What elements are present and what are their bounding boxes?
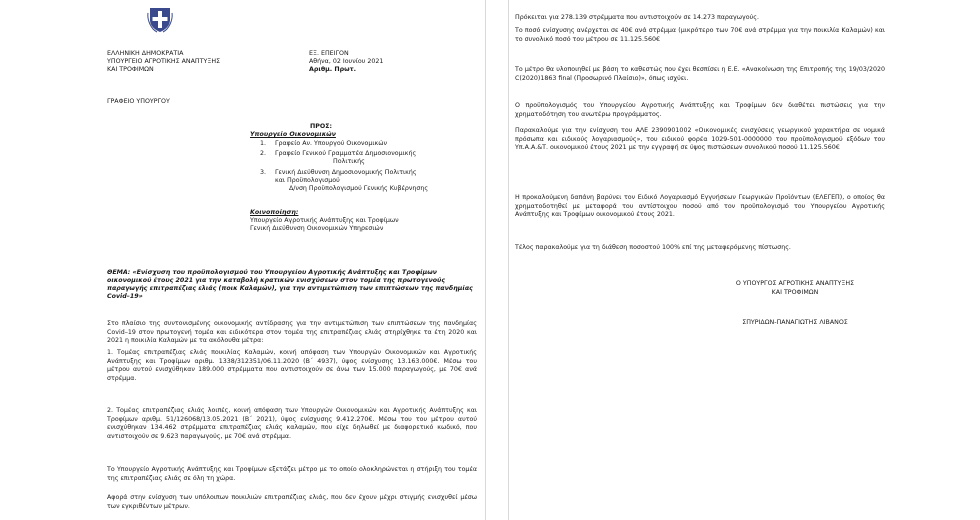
signer-name: ΣΠΥΡΙΔΩΝ-ΠΑΝΑΓΙΩΤΗΣ ΛΙΒΑΝΟΣ <box>742 319 848 326</box>
document-page-1 <box>75 0 485 520</box>
right-paragraph-6: Η προκαλούμενη δαπάνη βαρύνει τον Ειδικό Λογαριασμό Εγγυήσεων Γεωργικών Προϊόντων (ΕΛΕΓΕΠ), ο οποίος θα χρηματοδοτηθεί με μεταφορά του αντίστοιχου ποσού από τον προϋπολογισμό του Υπουργείου Αγροτικής Ανάπτυξης και Τροφίμων οικονομικού έτους 2021. <box>515 194 885 219</box>
recipient-ministry: Υπουργείο Οικονομικών <box>250 131 336 138</box>
recipient-line-1a: Γραφείο Αν. Υπουργού Οικονομικών <box>275 140 388 147</box>
cc-line-1: Υπουργείο Αγροτικής Ανάπτυξης και Τροφίμων <box>250 217 399 224</box>
recipient-line-2b: Πολιτικής <box>333 158 365 165</box>
recipient-number-3: 3. <box>260 169 267 176</box>
protocol-number: Αριθμ. Πρωτ. <box>309 66 357 73</box>
recipient-line-3c: Δ/νση Προϋπολογισμού Γενικής Κυβέρνησης <box>289 185 429 192</box>
body-measure-1: 1. Τομέας επιτραπέζιας ελιάς ποικιλίας Καλαμών, κοινή απόφαση των Υπουργών Οικονομικών και Αγροτικής Ανάπτυξης και Τροφίμων αριθμ. 1338/312351/06.11.2020 (Β΄ 4937), ύψος ενίσχυσης 13.163.000€. Μέσω του μέτρου αυτού ενισχύθηκαν 189.000 στρέμματα που αντιστοιχούν σε άνω των 15.000 παραγωγούς, με 70€ ανά στρέμμα. <box>107 349 477 382</box>
greek-coat-of-arms-icon <box>147 5 173 33</box>
recipient-line-2a: Γραφείο Γενικού Γραμματέα Δημοσιονομικής <box>275 150 417 157</box>
recipient-line-3b: και Προϋπολογισμού <box>275 177 340 184</box>
body-paragraph-scope: Αφορά στην ενίσχυση των υπόλοιπων ποικιλιών επιτραπέζιας ελιάς, που δεν έχουν μέχρι στιγμής ενισχυθεί μέσω των εγκριθέντων μέτρων. <box>107 494 477 510</box>
page-divider-left <box>485 0 486 520</box>
body-paragraph-intro: Στο πλαίσιο της συντονισμένης οικονομικής αντίδρασης για την αντιμετώπιση των επιπτώσεων της πανδημίας Covid–19 στον πρωτογενή τομέα και ειδικότερα στον τομέα της επιτραπέζιας ελιάς στηρίχθηκε τα έτη 2020 και 2021 η ποικιλία Καλαμών με τα ακόλουθα μέτρα: <box>107 320 477 345</box>
place-date: Αθήνα, 02 Ιουνίου 2021 <box>309 58 384 65</box>
right-paragraph-4: Ο προϋπολογισμός του Υπουργείου Αγροτικής Ανάπτυξης και Τροφίμων δεν διαθέτει πιστώσεις για την χρηματοδότηση του ανωτέρω προγράμματος. <box>515 102 885 118</box>
right-paragraph-2: Το ποσό ενίσχυσης ανέρχεται σε 40€ ανά στρέμμα (μικρότερο των 70€ ανά στρέμμα για την ποικιλία Καλαμών) και το συνολικό ποσό του μέτρου σε 11.125.560€ <box>515 27 885 43</box>
to-label: ΠΡΟΣ: <box>310 123 333 130</box>
body-paragraph-ministry: Το Υπουργείο Αγροτικής Ανάπτυξης και Τροφίμων εξετάζει μέτρο με το οποίο ολοκληρώνεται η στήριξη του τομέα της επιτραπέζιας ελιάς σε όλη τη χώρα. <box>107 466 477 482</box>
right-paragraph-1: Πρόκειται για 278.139 στρέμματα που αντιστοιχούν σε 14.273 παραγωγούς. <box>515 14 759 21</box>
right-paragraph-7: Τέλος παρακαλούμε για τη διάθεση ποσοστού 100% επί της μεταφερόμενης πίστωσης. <box>515 244 791 251</box>
subject-line-4: Covid–19» <box>107 293 143 300</box>
signer-title-line-2: ΚΑΙ ΤΡΟΦΙΜΩΝ <box>771 289 819 296</box>
subject-line-1: ΘΕΜΑ: «Ενίσχυση του προϋπολογισμού του Υπουργείου Αγροτικής Ανάπτυξης και Τροφίμων <box>107 269 437 276</box>
body-measure-2: 2. Τομέας επιτραπέζιας ελιάς λοιπές, κοινή απόφαση των Υπουργών Οικονομικών και Αγροτικής Ανάπτυξης και Τροφίμων αριθμ. 51/126068/13.05.2021 (Β΄ 2021), ύψος ενίσχυσης 9.412.270€. Μέσω του του μέτρου αυτού ενισχύθηκαν 134.462 στρέμματα επιτραπέζιας ελιάς καλαμών, που είχε δηλωθεί με διαφορετικό κωδικό, που αντιστοιχούν σε 9.623 παραγωγούς, με 70€ ανά στρέμμα. <box>107 407 477 440</box>
page-divider-right <box>508 0 509 520</box>
org-line-2: ΥΠΟΥΡΓΕΙΟ ΑΓΡΟΤΙΚΗΣ ΑΝΑΠΤΥΞΗΣ <box>107 58 221 65</box>
right-paragraph-3: Το μέτρο θα υλοποιηθεί με βάση το καθεστώς που έχει θεσπίσει η Ε.Ε. «Ανακοίνωση της Επιτροπής της 19/03/2020 C(2020)1863 final (Προσωρινό Πλαίσιο)», όπως ισχύει. <box>515 66 885 82</box>
org-line-1: ΕΛΛΗΝΙΚΗ ΔΗΜΟΚΡΑΤΙΑ <box>107 50 184 57</box>
recipient-line-3a: Γενική Διεύθυνση Δημοσιονομικής Πολιτικής <box>275 169 417 176</box>
recipient-number-1: 1. <box>260 140 267 147</box>
subject-line-2: οικονομικού έτους 2021 για την καταβολή κρατικών ενισχύσεων στον τομέα της πρωτογενούς <box>107 277 446 284</box>
subject-line-3: παραγωγής επιτραπέζιας ελιάς (ποικ Καλαμών), για την αντιμετώπιση των επιπτώσεων της πανδημίας <box>107 285 473 292</box>
cc-label: Κοινοποίηση: <box>250 209 299 216</box>
org-line-3: ΚΑΙ ΤΡΟΦΙΜΩΝ <box>107 66 154 73</box>
office-label: ΓΡΑΦΕΙΟ ΥΠΟΥΡΓΟΥ <box>107 98 170 105</box>
recipient-number-2: 2. <box>260 150 267 157</box>
right-paragraph-5: Παρακαλούμε για την ενίσχυση του ΑΛΕ 2390901002 «Οικονομικές ενισχύσεις γεωργικού χαρακτήρα σε νομικά πρόσωπα και ειδικούς λογαριασμούς», του ειδικού φορέα 1029-501-0000000 του προϋπολογισμού εξόδων του Υπ.Α.Α.&Τ. οικονομικού έτους 2021 με την εγγραφή σε ύψος πιστώσεων συνολικού ποσού 11.125.560€ <box>515 127 885 152</box>
signer-title-line-1: Ο ΥΠΟΥΡΓΟΣ ΑΓΡΟΤΙΚΗΣ ΑΝΑΠΤΥΞΗΣ <box>735 280 855 287</box>
document-page-2 <box>515 0 910 520</box>
urgency-label: ΕΞ. ΕΠΕΙΓΟΝ <box>309 50 349 57</box>
cc-line-2: Γενική Διεύθυνση Οικονομικών Υπηρεσιών <box>250 225 384 232</box>
